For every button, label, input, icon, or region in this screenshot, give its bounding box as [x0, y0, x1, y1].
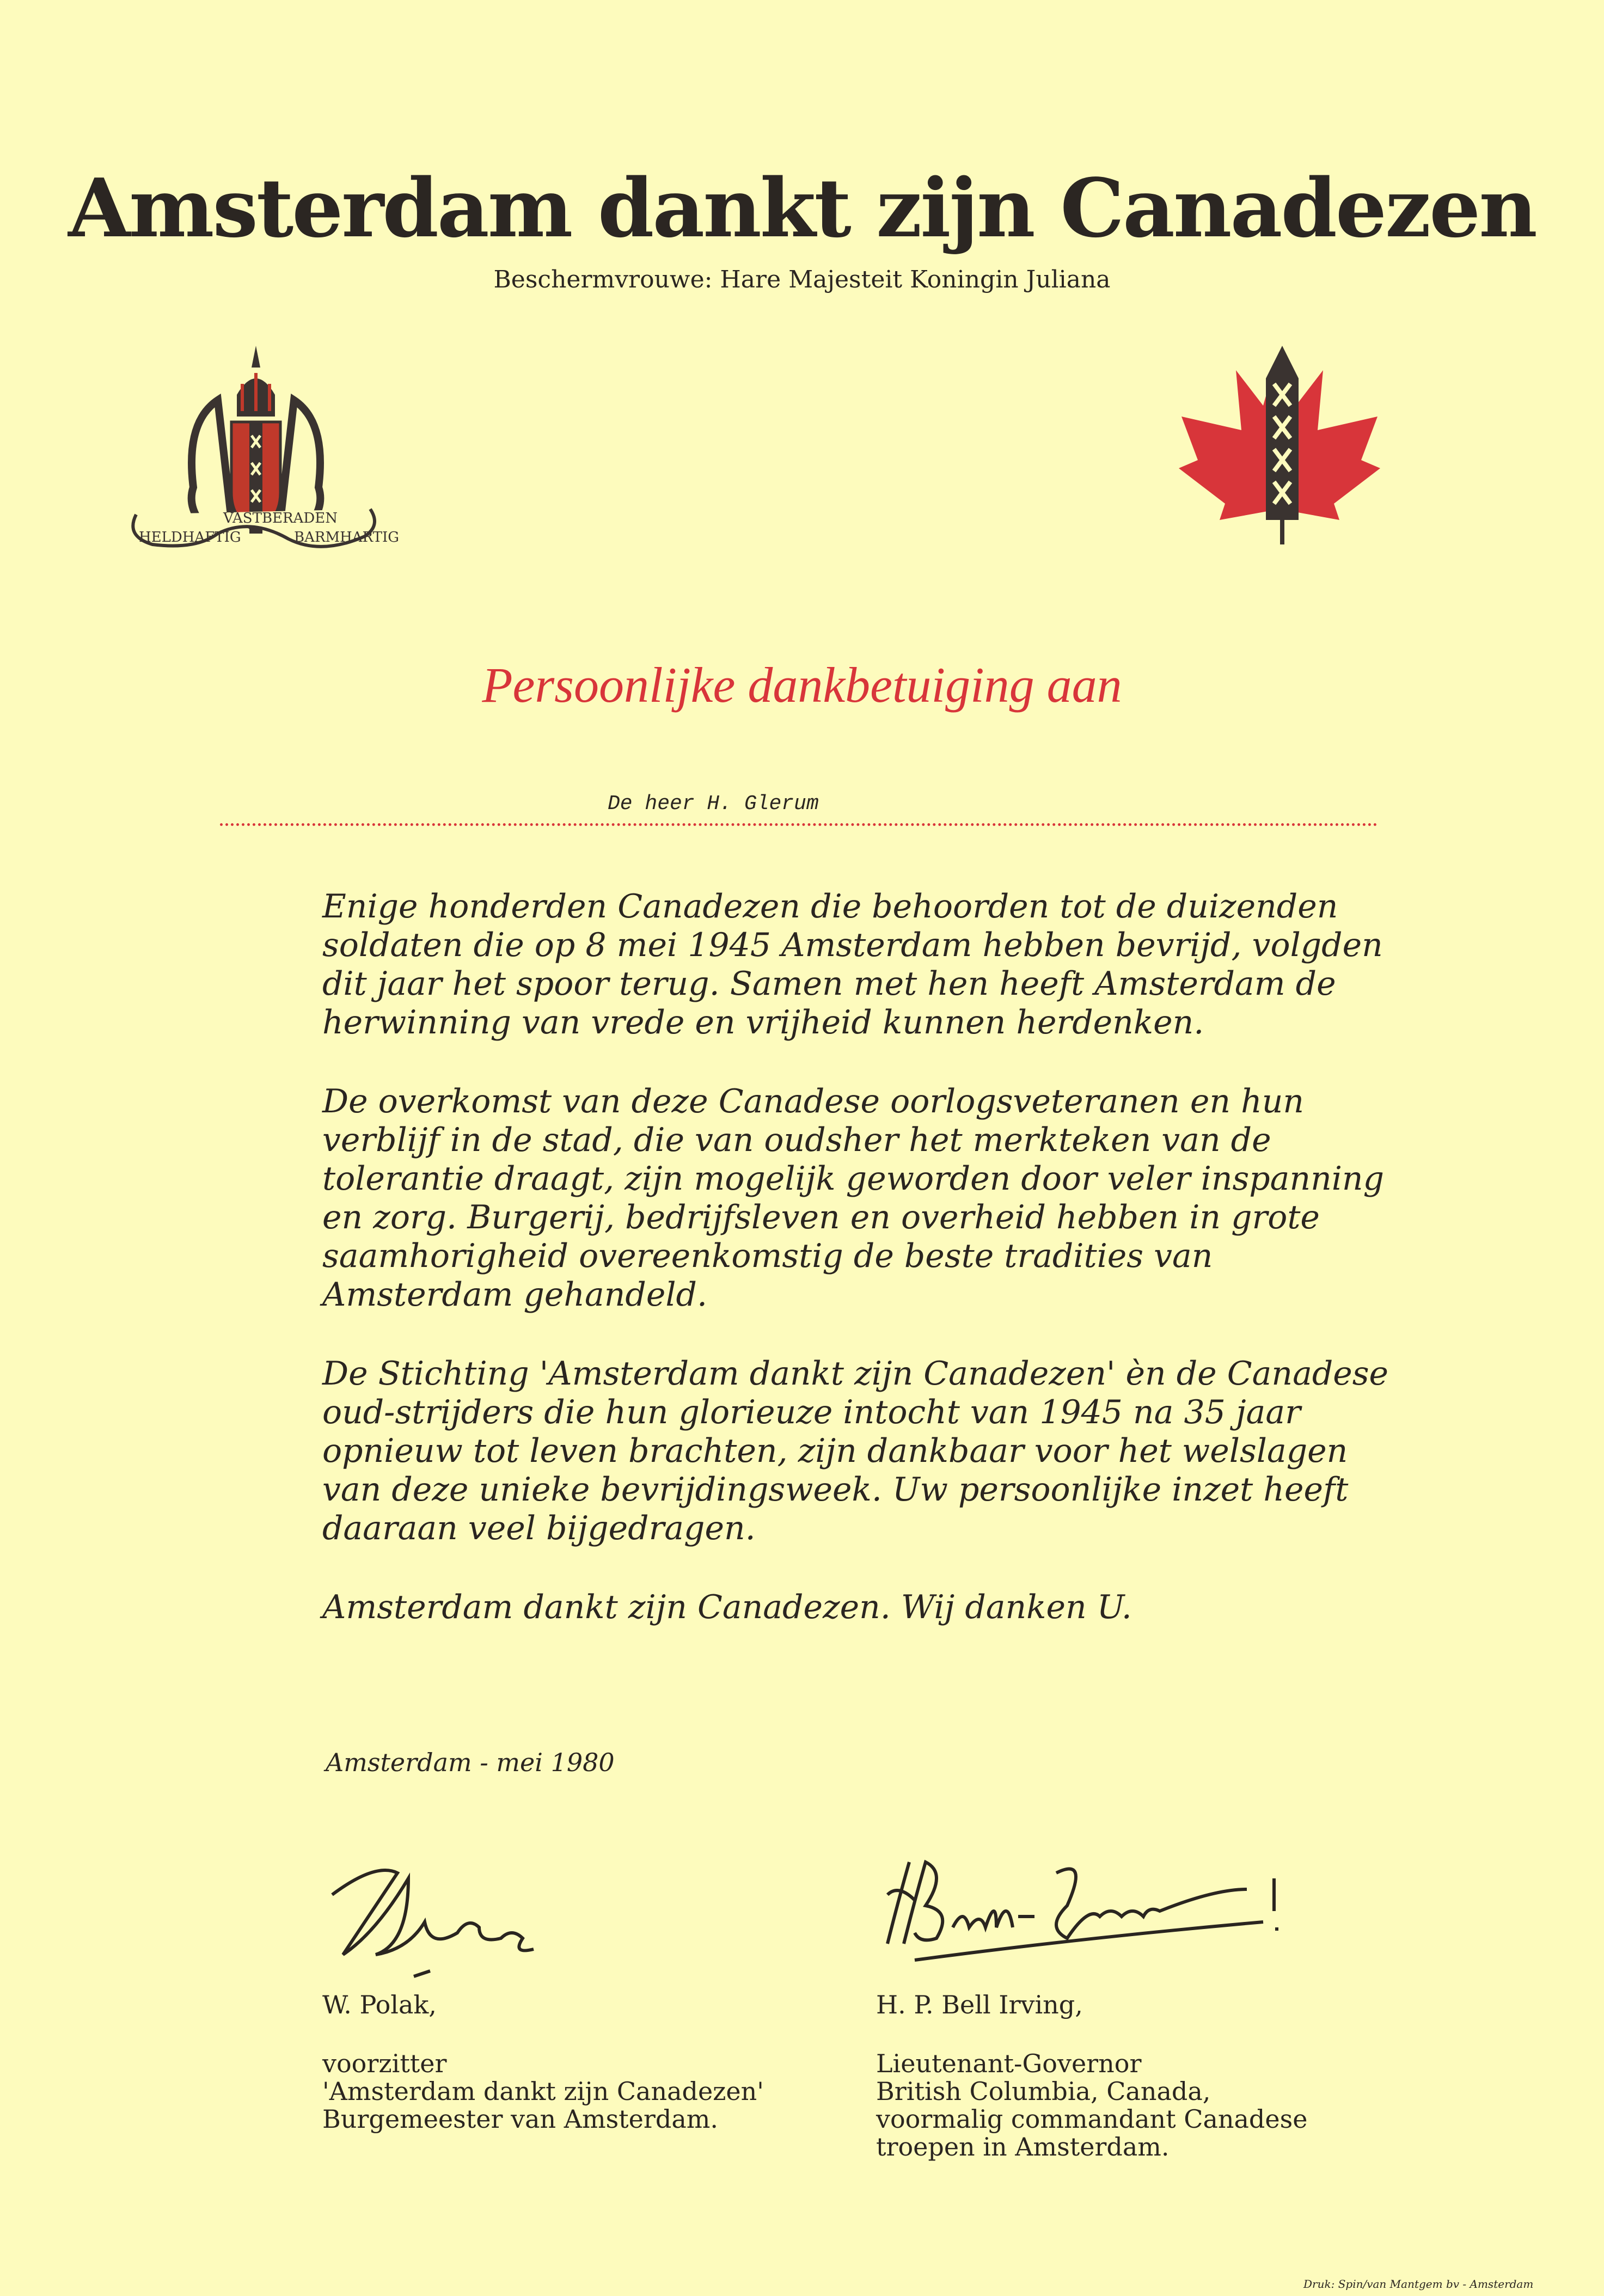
signature-polak	[321, 1851, 550, 1982]
body-paragraph: De Stichting 'Amsterdam dankt zijn Canadezen' èn de Canadese oud-strijders die hun glorieuze intocht van 1945 na 35 jaar opnieuw tot leven brachten, zijn dankbaar voor het welslagen van deze unieke bevrijdingsweek. Uw persoonlijke inzet heeft daaraan veel bijgedragen.	[322, 1355, 1389, 1547]
role-line: voormalig commandant Canadese	[876, 2104, 1308, 2134]
signatory-name-polak: W. Polak,	[322, 1990, 437, 2019]
amsterdam-coat-of-arms-icon	[131, 335, 501, 553]
body-paragraph: De overkomst van deze Canadese oorlogsveteranen en hun verblijf in de stad, die van oudsher het merkteken van de tolerantie draagt, zijn mogelijk geworden door veler inspanning en zorg. Burgerij, bedrijfsleven en overheid hebben in grote saamhorigheid overeenkomstig de beste tradities van Amsterdam gehandeld.	[322, 1082, 1384, 1314]
body-paragraph: Enige honderden Canadezen die behoorden tot de duizenden soldaten die op 8 mei 1945 Amsterdam hebben bevrijd, volgden dit jaar het spoor terug. Samen met hen heeft Amsterdam de herwinning van vrede en vrijheid kunnen herdenken.	[322, 887, 1383, 1042]
dotted-divider	[220, 823, 1378, 826]
printer-credit: Druk: Spin/van Mantgem bv - Amsterdam	[1303, 2277, 1534, 2291]
recipient-name: De heer H. Glerum	[608, 792, 819, 816]
certificate-heading: Persoonlijke dankbetuiging aan	[482, 657, 1122, 713]
motto-barmhartig: BARMHARTIG	[294, 529, 400, 546]
document-title: Amsterdam dankt zijn Canadezen	[68, 161, 1536, 255]
signatory-name-bell-irving: H. P. Bell Irving,	[876, 1990, 1083, 2019]
role-line: voorzitter	[322, 2049, 447, 2078]
signature-bell-irving	[871, 1851, 1307, 1982]
role-line: 'Amsterdam dankt zijn Canadezen'	[322, 2077, 764, 2106]
signatory-role-polak	[322, 2050, 764, 2133]
body-text	[322, 887, 1411, 1667]
role-line: British Columbia, Canada,	[876, 2077, 1211, 2106]
patron-line: Beschermvrouwe: Hare Majesteit Koningin Juliana	[493, 266, 1111, 293]
maple-leaf-amsterdam-icon	[1176, 346, 1388, 544]
role-line: Lieutenant-Governor	[876, 2049, 1142, 2078]
body-paragraph: Amsterdam dankt zijn Canadezen. Wij danken U.	[322, 1588, 1132, 1626]
motto-vastberaden: VASTBERADEN	[223, 510, 338, 526]
signatory-role-bell-irving	[876, 2050, 1307, 2161]
place-date: Amsterdam - mei 1980	[326, 1748, 615, 1777]
motto-heldhaftig: HELDHAFTIG	[139, 529, 241, 546]
role-line: troepen in Amsterdam.	[876, 2132, 1170, 2162]
role-line: Burgemeester van Amsterdam.	[322, 2104, 718, 2134]
